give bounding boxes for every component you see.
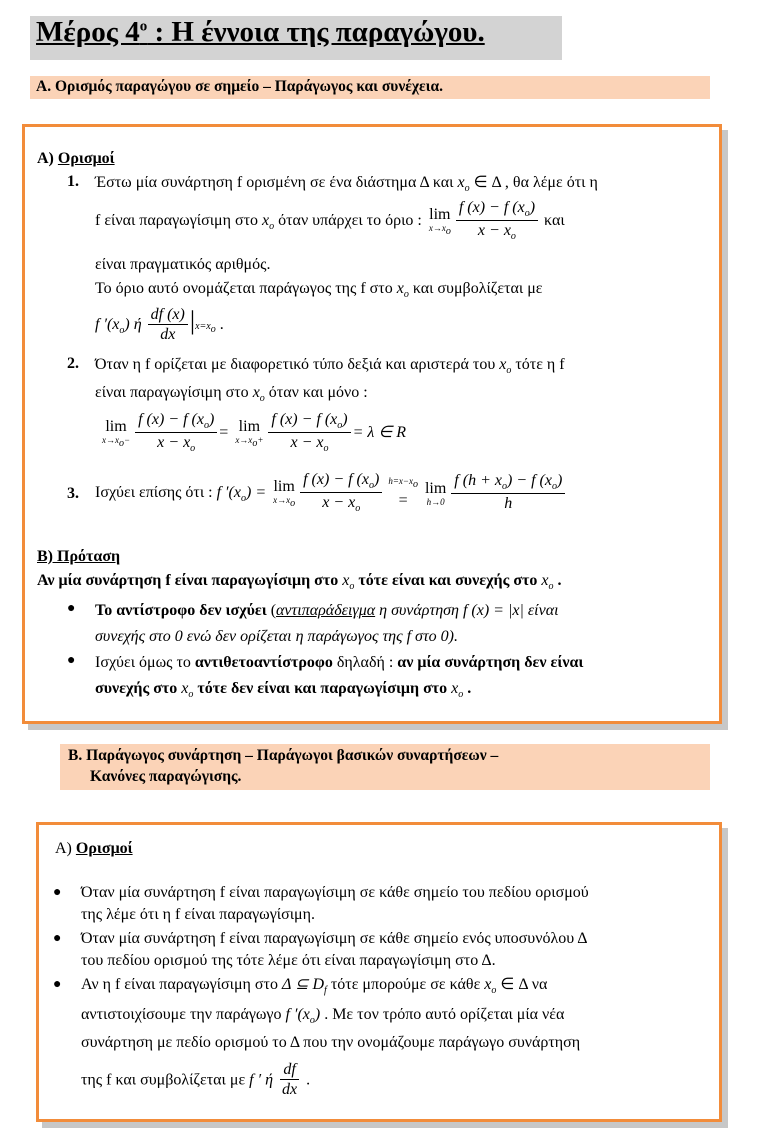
- bullet-icon: ●: [53, 977, 62, 992]
- difference-quotient: $\frac{f (x) - f (x_o)}{x - x_o}$: [456, 199, 538, 243]
- section-b-heading-line2: Κανόνες παραγώγισης.: [90, 768, 242, 785]
- box2-defs-heading: Α) Ορισμοί: [55, 840, 133, 857]
- limit-operator: lim $x\to x_o$: [428, 206, 451, 238]
- page-title: Μέρος $4^o$ : Η έννοια της παραγώγου.: [36, 16, 485, 48]
- section-a-heading-band: [30, 76, 710, 99]
- definitions-box-1: [22, 124, 722, 724]
- item2-line2: είναι παραγωγίσιμη στο $x_o$ όταν και μόνο :: [95, 384, 368, 405]
- box2-bullet3-line2: αντιστοιχίσουμε την παράγωγο f $'(x_o)$ . Με τον τρόπο αυτό ορίζεται μία νέα: [81, 1006, 565, 1027]
- box2-bullet1-line1: Όταν μία συνάρτηση f είναι παραγωγίσιμη σε κάθε σημείο του πεδίου ορισμού: [81, 884, 589, 901]
- section-b-heading-line1: Β. Παράγωγος συνάρτηση – Παράγωγοι βασικών συναρτήσεων –: [68, 747, 499, 764]
- box2-bullet3-line1: Αν η f είναι παραγωγίσιμη στο Δ ⊆ $D_f$ τότε μπορούμε σε κάθε $x_o$ ∈ Δ να: [81, 976, 548, 997]
- box2-bullet3-line4: της f και συμβολίζεται με f ′ ή $\frac{df}{dx}$ .: [81, 1061, 311, 1099]
- box2-bullet2-line2: του πεδίου ορισμού της τότε λέμε ότι είναι παραγωγίσιμη στο Δ.: [81, 952, 496, 969]
- definitions-box-2: [36, 822, 722, 1122]
- section-a-heading: Α. Ορισμός παραγώγου σε σημείο – Παράγωγος και συνέχεια.: [36, 78, 443, 95]
- item1-line4: Το όριο αυτό ονομάζεται παράγωγος της f στο $x_o$ και συμβολίζεται με: [95, 280, 543, 301]
- bullet-icon: ●: [53, 885, 62, 900]
- bullet1-line1: Το αντίστροφο δεν ισχύει (αντιπαράδειγμα η συνάρτηση f (x) = |x| είναι: [95, 602, 559, 619]
- bullet2-line2: συνεχής στο $x_o$ τότε δεν είναι και παραγωγίσιμη στο $x_o$ .: [95, 680, 472, 701]
- item2-number: 2.: [67, 355, 79, 372]
- item1-notation: f $'(x_o)$ ή $\frac{df (x)}{dx}$ $|x=x_o$ .: [95, 305, 224, 344]
- bullet-icon: ●: [67, 601, 76, 616]
- box2-bullet2-line1: Όταν μία συνάρτηση f είναι παραγωγίσιμη σε κάθε σημείο ενός υποσυνόλου Δ: [81, 930, 588, 947]
- box2-bullet1-line2: της λέμε ότι η f είναι παραγωγίσιμη.: [81, 906, 315, 923]
- box2-bullet3-line3: συνάρτηση με πεδίο ορισμού το Δ που την ονομάζουμε παράγωγο συνάρτηση: [81, 1034, 581, 1051]
- bullet-icon: ●: [53, 931, 62, 946]
- defs-heading: Α) Ορισμοί: [37, 150, 115, 167]
- item3-number: 3.: [67, 485, 79, 502]
- proposition-statement: Αν μία συνάρτηση f είναι παραγωγίσιμη στο $x_o$ τότε είναι και συνεχής στο $x_o$ .: [37, 572, 562, 593]
- item3-equation: Ισχύει επίσης ότι : f $'(x_o)$ = lim $x\to x_o$ $\frac{f (x) - f (x_o)}{x - x_o}$ $h=x-x_o$ = lim h→0 $\frac{f (h + x_o) - f (x_o)}{h}$: [95, 471, 567, 515]
- section-b-heading-band: [60, 744, 710, 790]
- bullet2-line1: Ισχύει όμως το αντιθετοαντίστροφο δηλαδή : αν μία συνάρτηση δεν είναι: [95, 654, 584, 671]
- item1-line2: f είναι παραγωγίσιμη στο $x_o$ όταν υπάρχει το όριο : lim $x\to x_o$ $\frac{f (x) - f (x_o)}{x - x_o}$ και: [95, 199, 565, 242]
- item1-line3: είναι πραγματικός αριθμός.: [95, 256, 271, 273]
- item2-line1: Όταν η f ορίζεται με διαφορετικό τύπο δεξιά και αριστερά του $x_o$ τότε η f: [95, 356, 565, 377]
- one-sided-limits-equation: lim $x\to x_o-$ $\frac{f (x) - f (x_o)}{x - x_o}$ = lim $x\to x_o+$ $\frac{f (x) - f (x_o)}{x - x_o}$ = λ ∈ R: [102, 411, 407, 454]
- item1-line1: Έστω μία συνάρτηση f ορισμένη σε ένα διάστημα Δ και $x_o$ ∈ Δ , θα λέμε ότι η: [95, 174, 598, 195]
- bullet-icon: ●: [67, 653, 76, 668]
- proposition-heading: Β) Πρόταση: [37, 548, 121, 565]
- item1-number: 1.: [67, 173, 79, 190]
- bullet1-line2: συνεχής στο 0 ενώ δεν ορίζεται η παράγωγος της f στο 0).: [95, 628, 458, 645]
